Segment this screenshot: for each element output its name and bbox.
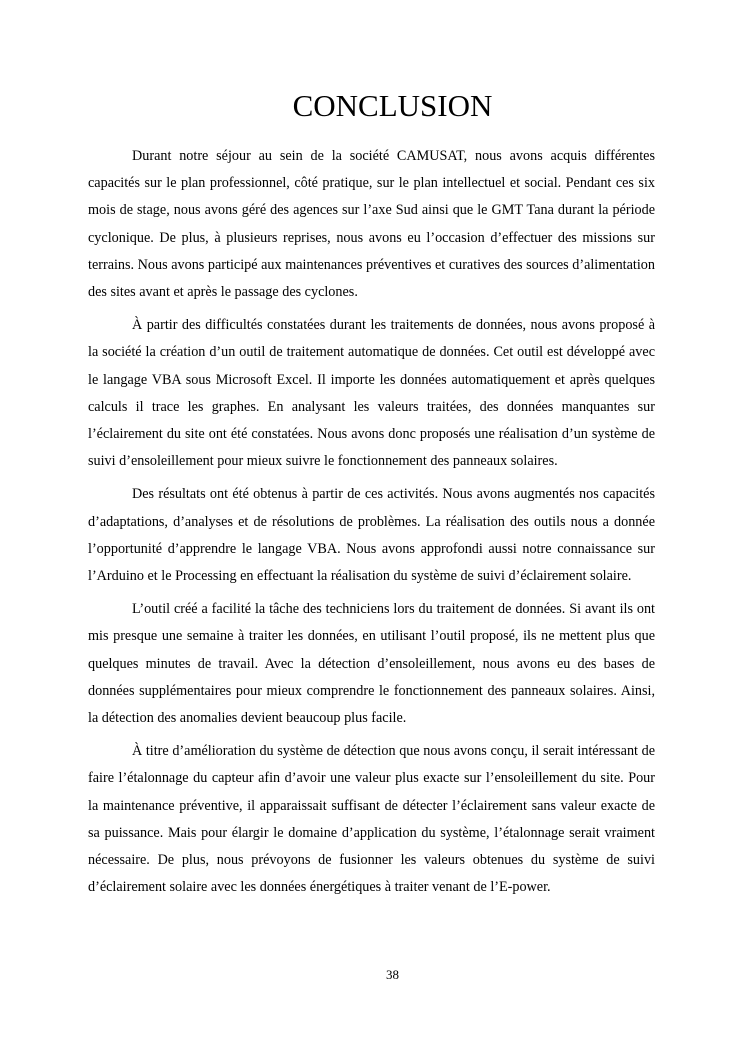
page-title: CONCLUSION [292,88,493,123]
page-number: 38 [386,967,399,982]
paragraph: Durant notre séjour au sein de la société CAMUSAT, nous avons acquis différentes capacités sur le plan professionnel, côté pratique, sur le plan intellectuel et social. Pendant ces six mois de stage, nous avons géré des agences sur l’axe Sud ainsi que le GMT Tana durant la période cyclonique. De plus, à plusieurs reprises, nous avons eu l’occasion d’effectuer des missions sur terrains. Nous avons participé aux maintenances préventives et curatives des sources d’alimentation des sites avant et après le passage des cyclones. [88,148,655,301]
paragraph: L’outil créé a facilité la tâche des techniciens lors du traitement de données. Si avant ils ont mis presque une semaine à traiter les données, en utilisant l’outil proposé, ils ne mettent plus que quelques minutes de travail. Avec la détection d’ensoleillement, nous avons eu des bases de données supplémentaires pour mieux comprendre le fonctionnement des panneaux solaires. Ainsi, la détection des anomalies devient beaucoup plus facile. [88,601,655,727]
body-text [88,143,655,907]
paragraph: À titre d’amélioration du système de détection que nous avons conçu, il serait intéressant de faire l’étalonnage du capteur afin d’avoir une valeur plus exacte sur l’ensoleillement du site. Pour la maintenance préventive, il apparaissait suffisant de détecter l’éclairement sans valeur exacte de sa puissance. Mais pour élargir le domaine d’application du système, l’étalonnage serait vraiment nécessaire. De plus, nous prévoyons de fusionner les valeurs obtenues du système de suivi d’éclairement solaire avec les données énergétiques à traiter venant de l’E-power. [88,743,655,896]
paragraph: À partir des difficultés constatées durant les traitements de données, nous avons proposé à la société la création d’un outil de traitement automatique de données. Cet outil est développé avec le langage VBA sous Microsoft Excel. Il importe les données automatiquement et après quelques calculs il trace les graphes. En analysant les valeurs traitées, des données manquantes sur l’éclairement du site ont été constatées. Nous avons donc proposés une réalisation d’un système de suivi d’ensoleillement pour mieux suivre le fonctionnement des panneaux solaires. [88,317,655,470]
paragraph: Des résultats ont été obtenus à partir de ces activités. Nous avons augmentés nos capacités d’adaptations, d’analyses et de résolutions de problèmes. La réalisation des outils nous a donnée l’opportunité d’apprendre le langage VBA. Nous avons approfondi aussi notre connaissance sur l’Arduino et le Processing en effectuant la réalisation du système de suivi d’éclairement solaire. [88,486,655,585]
